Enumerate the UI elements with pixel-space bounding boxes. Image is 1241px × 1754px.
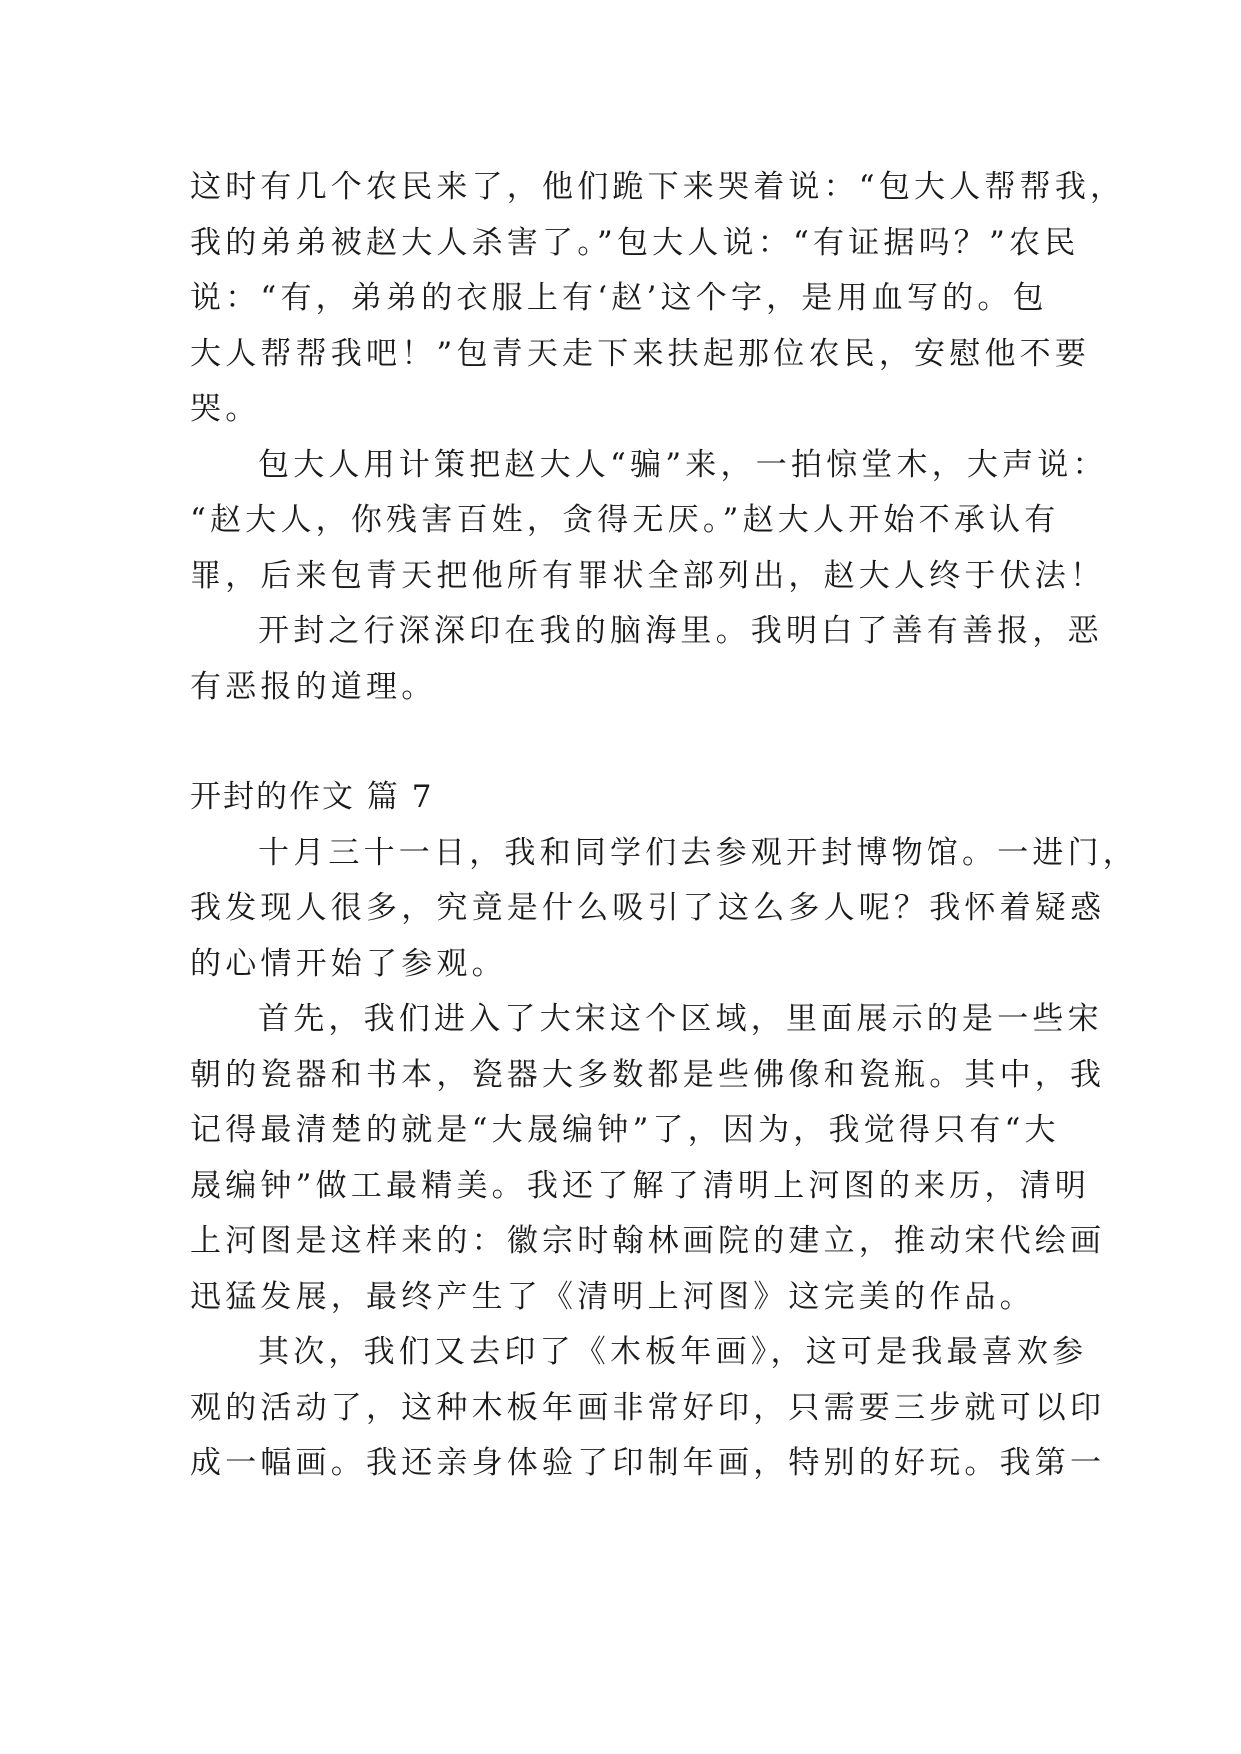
text-line: 朝的瓷器和书本，瓷器大多数都是些佛像和瓷瓶。其中，我 bbox=[190, 1056, 1106, 1093]
text-line: 说：“有，弟弟的衣服上有‘赵’这个字，是用血写的。包 bbox=[190, 280, 1048, 316]
paragraph bbox=[190, 604, 1103, 715]
text-line: 迅猛发展，最终产生了《清明上河图》这完美的作品。 bbox=[190, 1278, 1035, 1315]
text-line: 开封之行深深印在我的脑海里。我明白了善有善报，恶 bbox=[258, 613, 1103, 649]
document-page bbox=[190, 160, 1138, 1492]
text-line: 十月三十一日，我和同学们去参观开封博物馆。一进门， bbox=[258, 834, 1138, 871]
text-line: 我的弟弟被赵大人杀害了。”包大人说：“有证据吗？”农民 bbox=[190, 224, 1080, 261]
text-line: 上河图是这样来的：徽宗时翰林画院的建立，推动宋代绘画 bbox=[190, 1223, 1106, 1259]
text-line: 罪，后来包青天把他所有罪状全部列出，赵大人终于伏法！ bbox=[190, 557, 1106, 594]
paragraph bbox=[190, 438, 1108, 605]
text-line: 晟编钟”做工最精美。我还了解了清明上河图的来历，清明 bbox=[190, 1167, 1091, 1204]
text-line: 观的活动了，这种木板年画非常好印，只需要三步就可以印 bbox=[190, 1389, 1106, 1426]
paragraph bbox=[190, 826, 1138, 993]
text-line: 这时有几个农民来了，他们跪下来哭着说：“包大人帮帮我， bbox=[190, 169, 1126, 205]
text-line: 记得最清楚的就是“大晟编钟”了，因为，我觉得只有“大 bbox=[190, 1112, 1060, 1148]
text-line: 其次，我们又去印了《木板年画》，这可是我最喜欢参 bbox=[258, 1334, 1088, 1370]
text-line: 我发现人很多，究竟是什么吸引了这么多人呢？我怀着疑惑 bbox=[190, 890, 1106, 926]
text-line: 包大人用计策把赵大人“骗”来，一拍惊堂木，大声说： bbox=[258, 446, 1108, 483]
paragraph bbox=[190, 160, 1126, 438]
text-line: 成一幅画。我还亲身体验了印制年画，特别的好玩。我第一 bbox=[190, 1445, 1106, 1481]
paragraph bbox=[190, 1325, 1106, 1492]
text-line: 大人帮帮我吧！”包青天走下来扶起那位农民，安慰他不要 bbox=[190, 335, 1091, 372]
text-line: 首先，我们进入了大宋这个区域，里面展示的是一些宋 bbox=[258, 1001, 1103, 1037]
paragraph bbox=[190, 992, 1106, 1325]
text-line: 有恶报的道理。 bbox=[190, 668, 437, 705]
section-heading: 开封的作文 篇 7 bbox=[190, 779, 434, 815]
text-line: “赵大人，你残害百姓，贪得无厌。”赵大人开始不承认有 bbox=[190, 502, 1060, 538]
text-line: 哭。 bbox=[190, 391, 261, 427]
text-line: 的心情开始了参观。 bbox=[190, 945, 507, 982]
